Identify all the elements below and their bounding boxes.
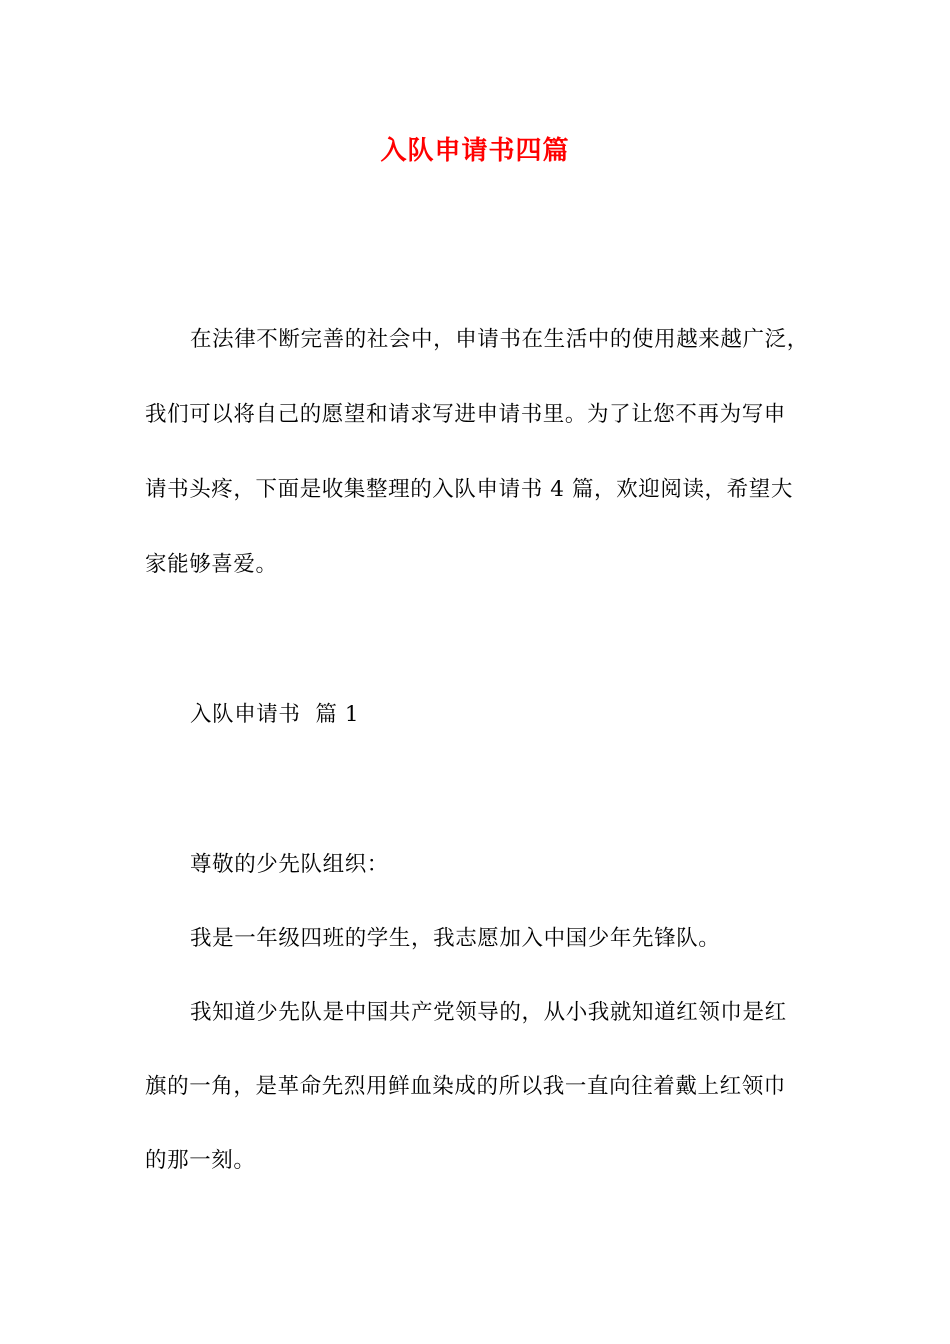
document-title: 入队申请书四篇 (380, 136, 570, 166)
paragraph-1: 我是一年级四班的学生，我志愿加入中国少年先锋队。 (190, 926, 721, 951)
intro-line-3: 请书头疼，下面是收集整理的入队申请书 4 篇，欢迎阅读，希望大 (145, 477, 793, 502)
section-heading: 入队申请书 篇 1 (190, 702, 360, 727)
intro-line-4: 家能够喜爱。 (145, 552, 278, 577)
intro-line-1: 在法律不断完善的社会中，申请书在生活中的使用越来越广泛， (190, 327, 809, 352)
intro-line-2: 我们可以将自己的愿望和请求写进申请书里。为了让您不再为写申 (145, 402, 786, 427)
salutation: 尊敬的少先队组织： (190, 852, 389, 877)
paragraph-2-line-2: 旗的一角，是革命先烈用鲜血染成的所以我一直向往着戴上红领巾 (145, 1074, 786, 1099)
paragraph-2-line-1: 我知道少先队是中国共产党领导的，从小我就知道红领巾是红 (190, 1000, 787, 1025)
paragraph-2-line-3: 的那一刻。 (145, 1148, 256, 1173)
